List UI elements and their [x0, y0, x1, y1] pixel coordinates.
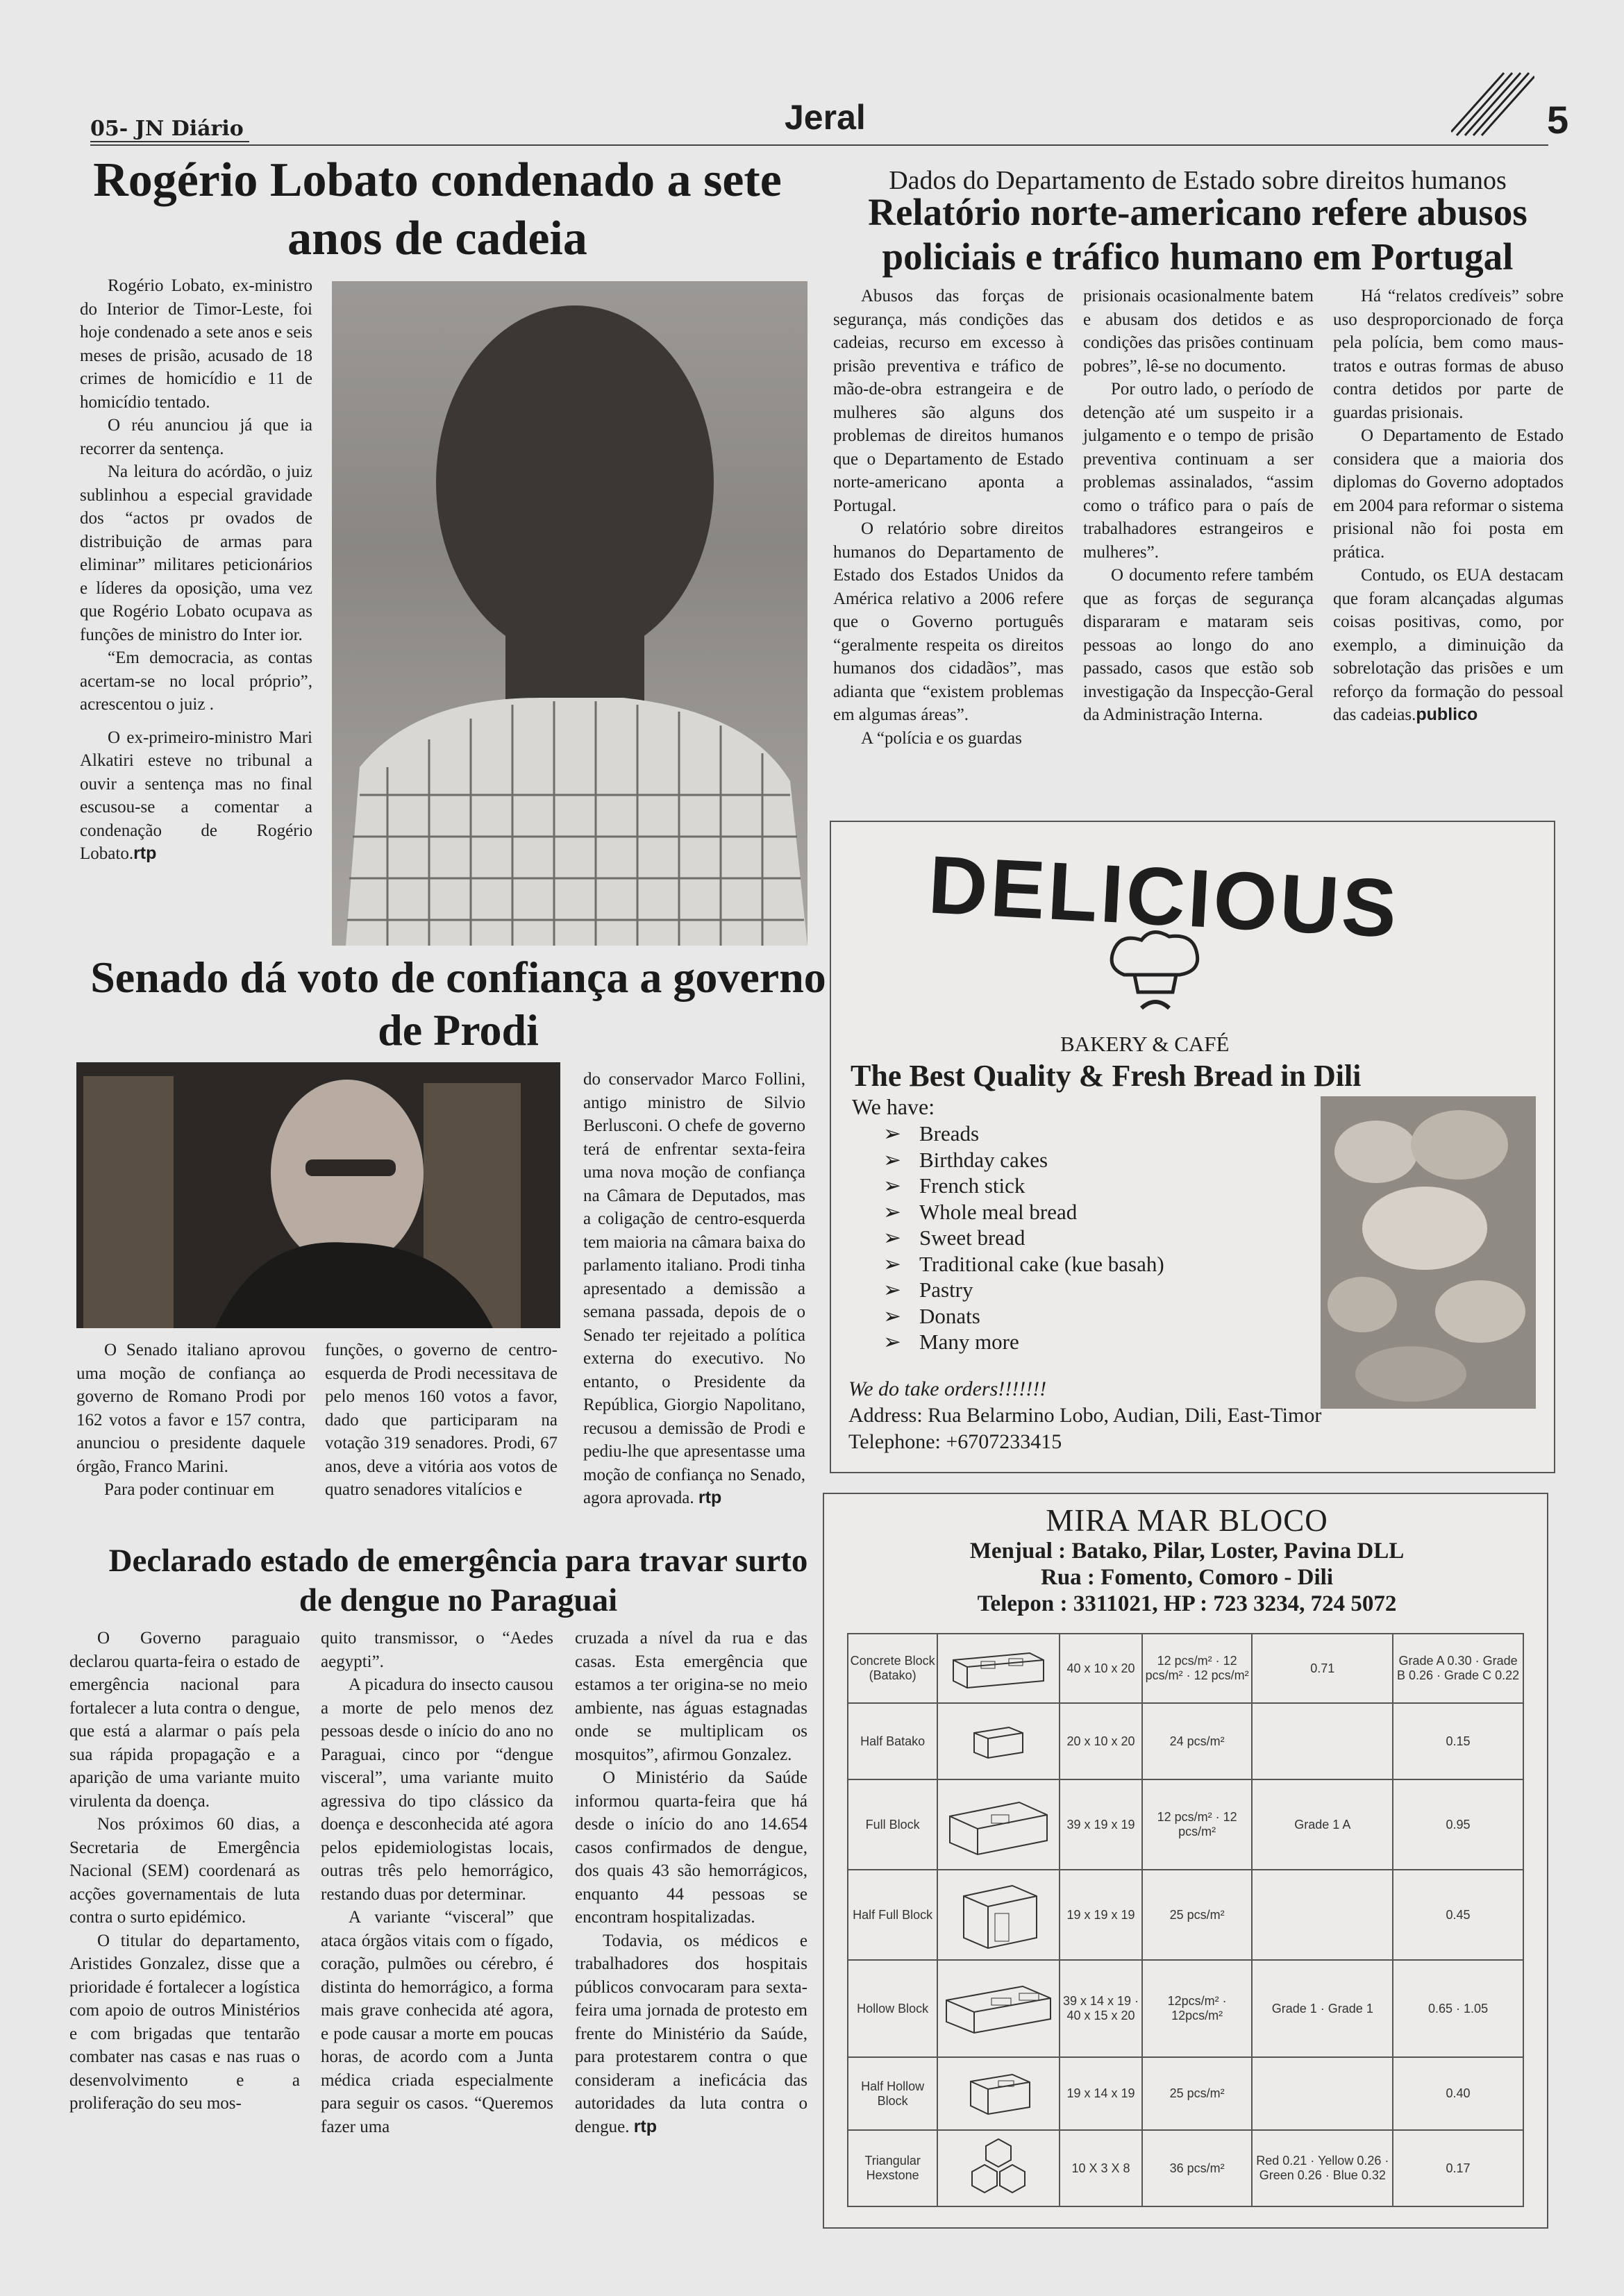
- article3-title: Senado dá voto de confiança a governo de Prodi: [90, 953, 826, 1055]
- bakery-ad: [830, 821, 1555, 1473]
- paragraph: Há “relatos credíveis” sobre uso desproporcionado de força pela polícia, bem como maus-tratos e outras formas de abuso contra detidos por parte de guardas prisionais.: [1333, 287, 1564, 422]
- portrait-placeholder: [332, 281, 807, 946]
- paragraph: A picadura do insecto causou a morte de pelo menos dez pessoas desde o início do ano no Paraguai, cinco por “dengue visceral”, uma variante muito agressiva do tipo clássico da doença e desconhecida até agora pelos epidemiologistas locais, outras três pelo hemorrágico, restando duas por determinar.: [321, 1675, 553, 1904]
- list-item: ➢ French stick: [883, 1173, 1164, 1199]
- block-size: 40 x 10 x 20: [1060, 1634, 1141, 1703]
- paragraph: O Senado italiano aprovou uma moção de confiança ao governo de Romano Prodi por 162 votos a favor e 157 contra, anunciou o presidente daquele órgão, Franco Marini.: [76, 1341, 305, 1476]
- blocks-ad: [823, 1493, 1548, 2229]
- bakery-items-list: [883, 1121, 1164, 1355]
- block-price: 0.45: [1393, 1870, 1523, 1960]
- block-grade: [1252, 2057, 1393, 2130]
- article4-title: Declarado estado de emergência para travar surto de dengue no Paraguai: [108, 1543, 808, 1618]
- block-price: Grade A 0.30 · Grade B 0.26 · Grade C 0.22: [1393, 1634, 1523, 1703]
- block-name: Half Full Block: [848, 1870, 937, 1960]
- table-row: [848, 1634, 1523, 1703]
- block-price: 0.15: [1393, 1703, 1523, 1779]
- paragraph: “Em democracia, as contas acertam-se no local próprio”, acrescentou o juiz .: [80, 648, 312, 714]
- paragraph: A variante “visceral” que ataca órgãos vitais com o fígado, coração, pulmões ou cérebro, é distinta do hemorrágico, a forma mais grave conhecida até agora, e pode causar a morte em poucas horas, de acordo com a Junta médica criada especialmente para seguir os casos. “Queremos fazer uma: [321, 1908, 553, 2136]
- paragraph: Abusos das forças de segurança, más condições das cadeias, recurso em excesso à prisão preventiva e tráfico de mão-de-obra estrangeira e de mulheres são alguns dos problemas de direitos humanos que o Departamento de Estado norte-americano aponta a Portugal.: [833, 287, 1064, 515]
- block-grade: Grade 1 · Grade 1: [1252, 1960, 1393, 2057]
- bread-photo: [1321, 1096, 1536, 1409]
- list-item: ➢ Whole meal bread: [883, 1199, 1164, 1225]
- table-row: [848, 2130, 1523, 2206]
- block-drawing: [937, 2130, 1060, 2206]
- article4-col1: [69, 1627, 300, 2115]
- article1-title: Rogério Lobato condenado a sete anos de cadeia: [93, 153, 782, 265]
- paragraph: O Departamento de Estado considera que a maioria dos diplomas do Governo adoptados em 2004 para reformar o sistema prisional não foi posta em prática.: [1333, 426, 1564, 562]
- prodi-photo-placeholder: [76, 1062, 560, 1328]
- paragraph: do conservador Marco Follini, antigo ministro de Silvio Berlusconi. O chefe de governo terá de enfrentar sexta-feira uma nova moção de confiança na Câmara de Deputados, mas a coligação de centro-esquerda tem maioria na câmara baixa do parlamento italiano. Prodi tinha apresentado a demissão a semana passada, depois de o Senado ter rejeitado a política externa do executivo. No entanto, o Presidente da República, Giorgio Napolitano, recusou a demissão de Prodi e pediu-lhe que apresentasse uma moção de confiança no Senado, agora aprovada.: [583, 1070, 805, 1507]
- block-name: Full Block: [848, 1779, 937, 1870]
- bakery-address: Address: Rua Belarmino Lobo, Audian, Dili, East-Timor: [848, 1404, 1322, 1427]
- article2-col2: [1083, 285, 1314, 727]
- article1-body: [80, 274, 312, 866]
- list-item: ➢ Breads: [883, 1121, 1164, 1147]
- bakery-headline: The Best Quality & Fresh Bread in Dili: [851, 1059, 1362, 1093]
- list-item: ➢ Sweet bread: [883, 1225, 1164, 1251]
- block-qty: 12 pcs/m² · 12 pcs/m² · 12 pcs/m²: [1142, 1634, 1253, 1703]
- paragraph: Contudo, os EUA destacam que foram alcançadas algumas coisas positivas, como, por exemplo, a diminuição da sobrelotação das prisões e um reforço da formação do pessoal das cadeias.: [1333, 566, 1564, 724]
- block-grade: Grade 1 A: [1252, 1779, 1393, 1870]
- block-qty: 25 pcs/m²: [1142, 2057, 1253, 2130]
- bread-photo-placeholder: [1321, 1096, 1536, 1409]
- article3-photo: [76, 1062, 560, 1328]
- article4-col3: [575, 1627, 807, 2138]
- article3-col3: [583, 1068, 805, 1510]
- half-hollow-block-icon: [960, 2064, 1037, 2120]
- header-publication: 05- JN Diário: [90, 117, 249, 142]
- paragraph: cruzada a nível da rua e das casas. Esta emergência que estamos a ter origina-se no meio ambiente, nas águas estagnadas onde se multiplicam os mosquitos”, afirmou Gonzalez.: [575, 1629, 807, 1764]
- block-price: 0.65 · 1.05: [1393, 1960, 1523, 2057]
- table-row: [848, 1960, 1523, 2057]
- block-name: Concrete Block (Batako): [848, 1634, 937, 1703]
- block-qty: 24 pcs/m²: [1142, 1703, 1253, 1779]
- article1-photo: [332, 281, 807, 946]
- block-grade: 0.71: [1252, 1634, 1393, 1703]
- full-block-icon: [943, 1788, 1054, 1858]
- block-price: 0.40: [1393, 2057, 1523, 2130]
- header-section: Jeral: [785, 98, 866, 137]
- block-name: Half Batako: [848, 1703, 937, 1779]
- bakery-telephone: Telephone: +6707233415: [848, 1430, 1062, 1453]
- article-source: rtp: [698, 1488, 722, 1507]
- article4-col2: [321, 1627, 553, 2138]
- paragraph: O relatório sobre direitos humanos do Departamento de Estado dos Estados Unidos da América relativo a 2006 refere que o Governo português “geralmente respeita os direitos humanos dos cidadãos”, mas adianta que “existem problemas em algumas áreas”.: [833, 519, 1064, 724]
- paragraph: Na leitura do acórdão, o juiz sublinhou a especial gravidade dos “actos pr ovados de distribuição de armas para eliminar” militares peticionários e líderes da oposição, uma vez que Rogério Lobato ocupava as funções de ministro do Inter ior.: [80, 462, 312, 644]
- block-qty: 25 pcs/m²: [1142, 1870, 1253, 1960]
- chef-hat-icon: [1103, 926, 1207, 1016]
- article-source: rtp: [133, 844, 157, 863]
- list-item: ➢ Traditional cake (kue basah): [883, 1251, 1164, 1277]
- block-grade: Red 0.21 · Yellow 0.26 · Green 0.26 · Blue 0.32: [1252, 2130, 1393, 2206]
- header-rule: [90, 144, 1548, 146]
- block-qty: 12pcs/m² · 12pcs/m²: [1142, 1960, 1253, 2057]
- block-drawing: [937, 1779, 1060, 1870]
- bakery-orders: We do take orders!!!!!!!: [848, 1377, 1047, 1400]
- table-row: [848, 2057, 1523, 2130]
- hatch-ornament-icon: [1451, 66, 1534, 146]
- paragraph: Rogério Lobato, ex-ministro do Interior de Timor-Leste, foi hoje condenado a sete anos e seis meses de prisão, acusado de 18 crimes de homicídio e 11 de homicídio tentado.: [80, 276, 312, 412]
- block-drawing: [937, 1870, 1060, 1960]
- article3-col1: [76, 1339, 305, 1502]
- article2-kicker: Dados do Departamento de Estado sobre direitos humanos: [889, 166, 1507, 195]
- paragraph: Todavia, os médicos e trabalhadores dos hospitais públicos convocaram para sexta-feira uma jornada de protesto em frente do Ministério da Saúde, para protestarem contra o que consideram a ineficácia das autoridades da luta contra o dengue.: [575, 1931, 807, 2136]
- block-size: 39 x 19 x 19: [1060, 1779, 1141, 1870]
- block-grade: [1252, 1870, 1393, 1960]
- block-drawing: [937, 1703, 1060, 1779]
- list-item: ➢ Birthday cakes: [883, 1147, 1164, 1173]
- paragraph: Por outro lado, o período de detenção até um suspeito ir a julgamento e o tempo de prisão preventiva continuam a ser problemas assinalados, “assim como o tráfico para o país de trabalhadores estrangeiros e mulheres”.: [1083, 380, 1314, 562]
- table-row: [848, 1779, 1523, 1870]
- blocks-line3: Telepon : 3311021, HP : 723 3234, 724 5072: [977, 1591, 1397, 1616]
- block-size: 10 X 3 X 8: [1060, 2130, 1141, 2206]
- block-size: 19 x 19 x 19: [1060, 1870, 1141, 1960]
- paragraph: prisionais ocasionalmente batem e abusam dos detidos e as condições das prisões continuam pobres”, lê-se no documento.: [1083, 287, 1314, 376]
- list-item: ➢ Donats: [883, 1303, 1164, 1330]
- blocks-line1: Menjual : Batako, Pilar, Loster, Pavina DLL: [969, 1539, 1405, 1564]
- page-number: 5: [1547, 98, 1569, 142]
- article-source: rtp: [633, 2116, 658, 2136]
- block-size: 20 x 10 x 20: [1060, 1703, 1141, 1779]
- blocks-table: [847, 1633, 1524, 2207]
- article2-col1: [833, 285, 1064, 750]
- half-full-block-icon: [950, 1875, 1047, 1952]
- paragraph: quito transmissor, o “Aedes aegypti”.: [321, 1629, 553, 1671]
- paragraph: O titular do departamento, Aristides Gonzalez, disse que a prioridade é fortalecer a logística com apoio de outros Ministérios e com brigadas que tentarão combater nas casas e nas ruas o desenvolvimento e a proliferação do seu mos-: [69, 1931, 300, 2113]
- hollow-block-icon: [939, 1976, 1057, 2038]
- block-size: 39 x 14 x 19 · 40 x 15 x 20: [1060, 1960, 1141, 2057]
- list-item: ➢ Many more: [883, 1329, 1164, 1355]
- blocks-title: MIRA MAR BLOCO: [1046, 1503, 1328, 1538]
- hexstone-icon: [960, 2136, 1037, 2198]
- paragraph: funções, o governo de centro-esquerda de Prodi necessitava de pelo menos 160 votos a favor, dado que participaram na votação 319 senadores. Prodi, 67 anos, deve a vitória aos votos de quatro senadores vitalícios e: [325, 1341, 558, 1499]
- block-price: 0.95: [1393, 1779, 1523, 1870]
- article2-title: Relatório norte-americano refere abusos policiais e tráfico humano em Portugal: [868, 191, 1527, 278]
- block-qty: 12 pcs/m² · 12 pcs/m²: [1142, 1779, 1253, 1870]
- block-name: Hollow Block: [848, 1960, 937, 2057]
- paragraph: Para poder continuar em: [104, 1480, 275, 1499]
- bakery-brand: DELICIOUS: [926, 839, 1402, 955]
- half-block-icon: [967, 1719, 1030, 1761]
- paragraph: O réu anunciou já que ia recorrer da sentença.: [80, 416, 312, 458]
- paragraph: O ex-primeiro-ministro Mari Alkatiri esteve no tribunal a ouvir a sentença mas no final escusou-se a comentar a condenação de Rogério Lobato.: [80, 728, 312, 863]
- block-name: Half Hollow Block: [848, 2057, 937, 2130]
- block-drawing: [937, 1960, 1060, 2057]
- paragraph: A “polícia e os guardas: [861, 728, 1022, 748]
- list-item: ➢ Pastry: [883, 1277, 1164, 1303]
- block-price: 0.17: [1393, 2130, 1523, 2206]
- block-drawing: [937, 2057, 1060, 2130]
- paragraph: O documento refere também que as forças de segurança dispararam e mataram seis pessoas ao longo do ano passado, casos que estão sob investigação da Inspecção-Geral da Administração Interna.: [1083, 566, 1314, 724]
- block-grade: [1252, 1703, 1393, 1779]
- concrete-block-icon: [946, 1643, 1050, 1691]
- article3-col2: [325, 1339, 558, 1502]
- bakery-we-have: We have:: [852, 1094, 935, 1119]
- article2-col3: [1333, 285, 1564, 727]
- bakery-subtitle: BAKERY & CAFÉ: [1060, 1032, 1230, 1056]
- block-drawing: [937, 1634, 1060, 1703]
- block-qty: 36 pcs/m²: [1142, 2130, 1253, 2206]
- table-row: [848, 1703, 1523, 1779]
- article-source: publico: [1416, 705, 1478, 724]
- block-size: 19 x 14 x 19: [1060, 2057, 1141, 2130]
- paragraph: O Governo paraguaio declarou quarta-feira o estado de emergência nacional para fortalecer a luta contra o dengue, que está a alarmar o país pela sua rápida propagação e a aparição de uma variante muito virulenta da doença.: [69, 1629, 300, 1811]
- block-name: Triangular Hexstone: [848, 2130, 937, 2206]
- table-row: [848, 1870, 1523, 1960]
- paragraph: O Ministério da Saúde informou quarta-feira que há desde o início do ano 14.654 casos confirmados de dengue, dos quais 43 são hemorrágicos, enquanto 44 pessoas se encontram hospitalizadas.: [575, 1768, 807, 1927]
- paragraph: Nos próximos 60 dias, a Secretaria de Emergência Nacional (SEM) coordenará as acções governamentais de luta contra o surto epidémico.: [69, 1815, 300, 1927]
- blocks-line2: Rua : Fomento, Comoro - Dili: [1040, 1565, 1333, 1590]
